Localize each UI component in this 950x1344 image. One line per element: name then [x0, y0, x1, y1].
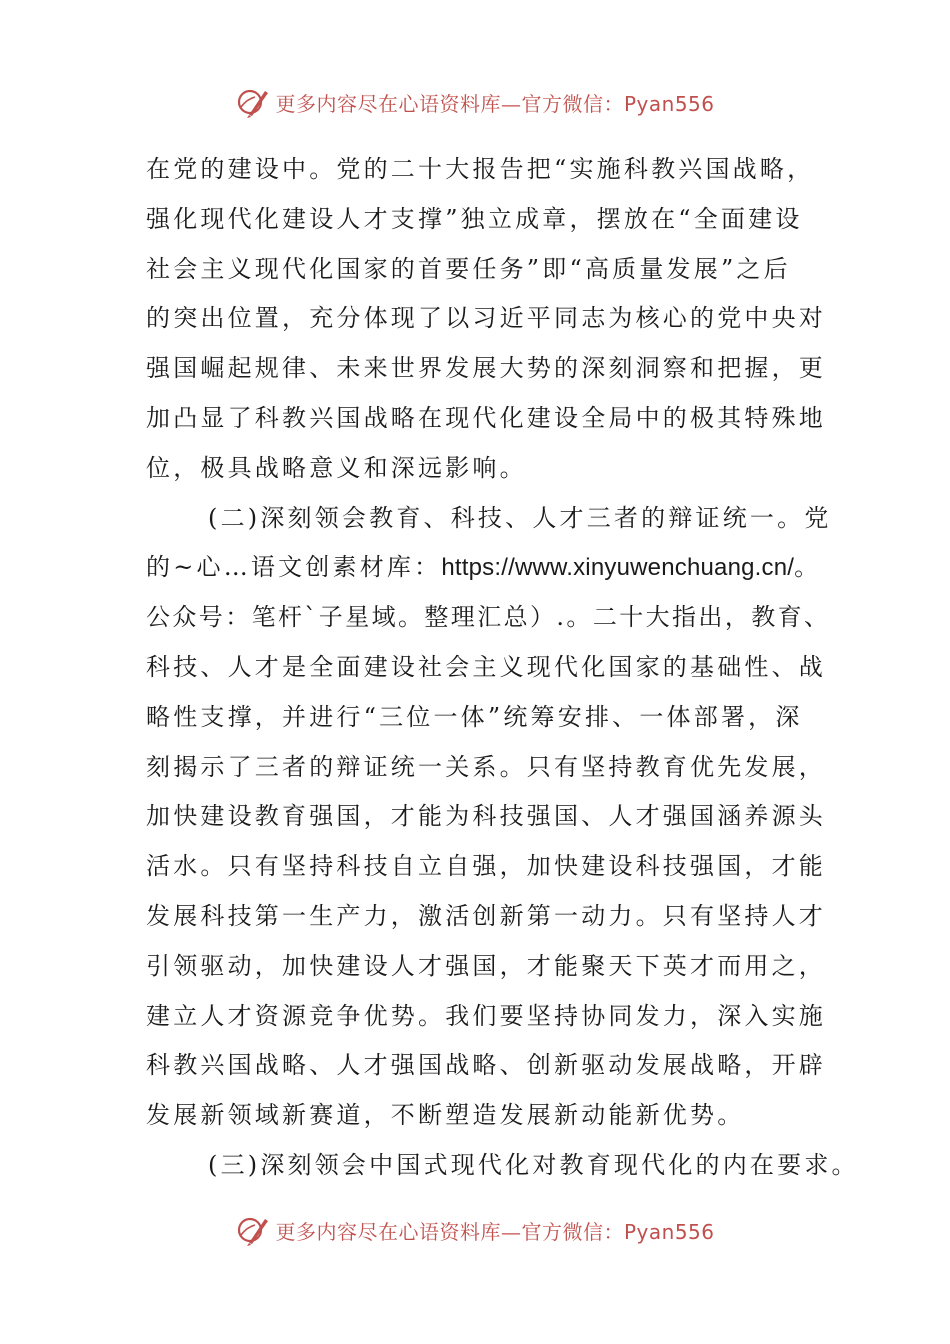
footer-banner-wechat: Pyan556: [623, 1219, 715, 1244]
body-line: 略性支撑，并进行“三位一体”统筹安排、一体部署，深: [146, 702, 803, 731]
body-line: 社会主义现代化国家的首要任务”即“高质量发展”之后: [146, 254, 791, 283]
section-heading-2: (二)深刻领会教育、科技、人才三者的辩证统一。党: [208, 503, 832, 532]
footer-banner: [0, 1210, 950, 1250]
website-link[interactable]: https://www.xinyuwenchuang.cn/: [441, 554, 795, 582]
body-line: 科教兴国战略、人才强国战略、创新驱动发展战略，开辟: [146, 1051, 826, 1080]
body-line: 活水。只有坚持科技自立自强，加快建设科技强国，才能: [146, 852, 826, 881]
header-banner-wechat: Pyan556: [623, 91, 715, 116]
body-line: 刻揭示了三者的辩证统一关系。只有坚持教育优先发展，: [146, 752, 826, 781]
body-line: 建立人才资源竞争优势。我们要坚持协同发力，深入实施: [146, 1001, 826, 1030]
header-banner: [0, 82, 950, 122]
header-banner-label: 更多内容尽在心语资料库—官方微信：: [275, 91, 624, 116]
body-line: 引领驱动，加快建设人才强国，才能聚天下英才而用之，: [146, 951, 826, 980]
header-banner-text: [275, 88, 714, 117]
body-line-with-link: [146, 543, 826, 593]
body-line-prefix: 的~心…语文创素材库：: [146, 553, 442, 582]
body-line: 公众号：笔杆`子星域。整理汇总）.。二十大指出，教育、: [146, 603, 831, 632]
body-line: 发展新领域新赛道，不断塑造发展新动能新优势。: [146, 1101, 745, 1130]
body-line: 的突出位置，充分体现了以习近平同志为核心的党中央对: [146, 304, 826, 333]
body-line: 强化现代化建设人才支撑”独立成章，摆放在“全面建设: [146, 204, 803, 233]
body-line-suffix: 。: [794, 553, 822, 582]
body-line: 在党的建设中。党的二十大报告把“实施科教兴国战略，: [146, 155, 815, 183]
footer-banner-label: 更多内容尽在心语资料库—官方微信：: [275, 1219, 624, 1244]
body-line: 加快建设教育强国，才能为科技强国、人才强国涵养源头: [146, 802, 826, 831]
body-line: 发展科技第一生产力，激活创新第一动力。只有坚持人才: [146, 901, 826, 930]
pen-logo-icon: [235, 1213, 269, 1247]
section-heading-3: (三)深刻领会中国式现代化对教育现代化的内在要求。: [208, 1150, 859, 1179]
pen-logo-icon: [235, 85, 269, 119]
footer-banner-text: [275, 1216, 714, 1245]
body-line: 加凸显了科教兴国战略在现代化建设全局中的极其特殊地: [146, 403, 826, 432]
body-line: 科技、人才是全面建设社会主义现代化国家的基础性、战: [146, 652, 826, 681]
body-line: 强国崛起规律、未来世界发展大势的深刻洞察和把握，更: [146, 354, 826, 383]
body-line: 位，极具战略意义和深远影响。: [146, 453, 527, 482]
document-body: [146, 145, 859, 1191]
